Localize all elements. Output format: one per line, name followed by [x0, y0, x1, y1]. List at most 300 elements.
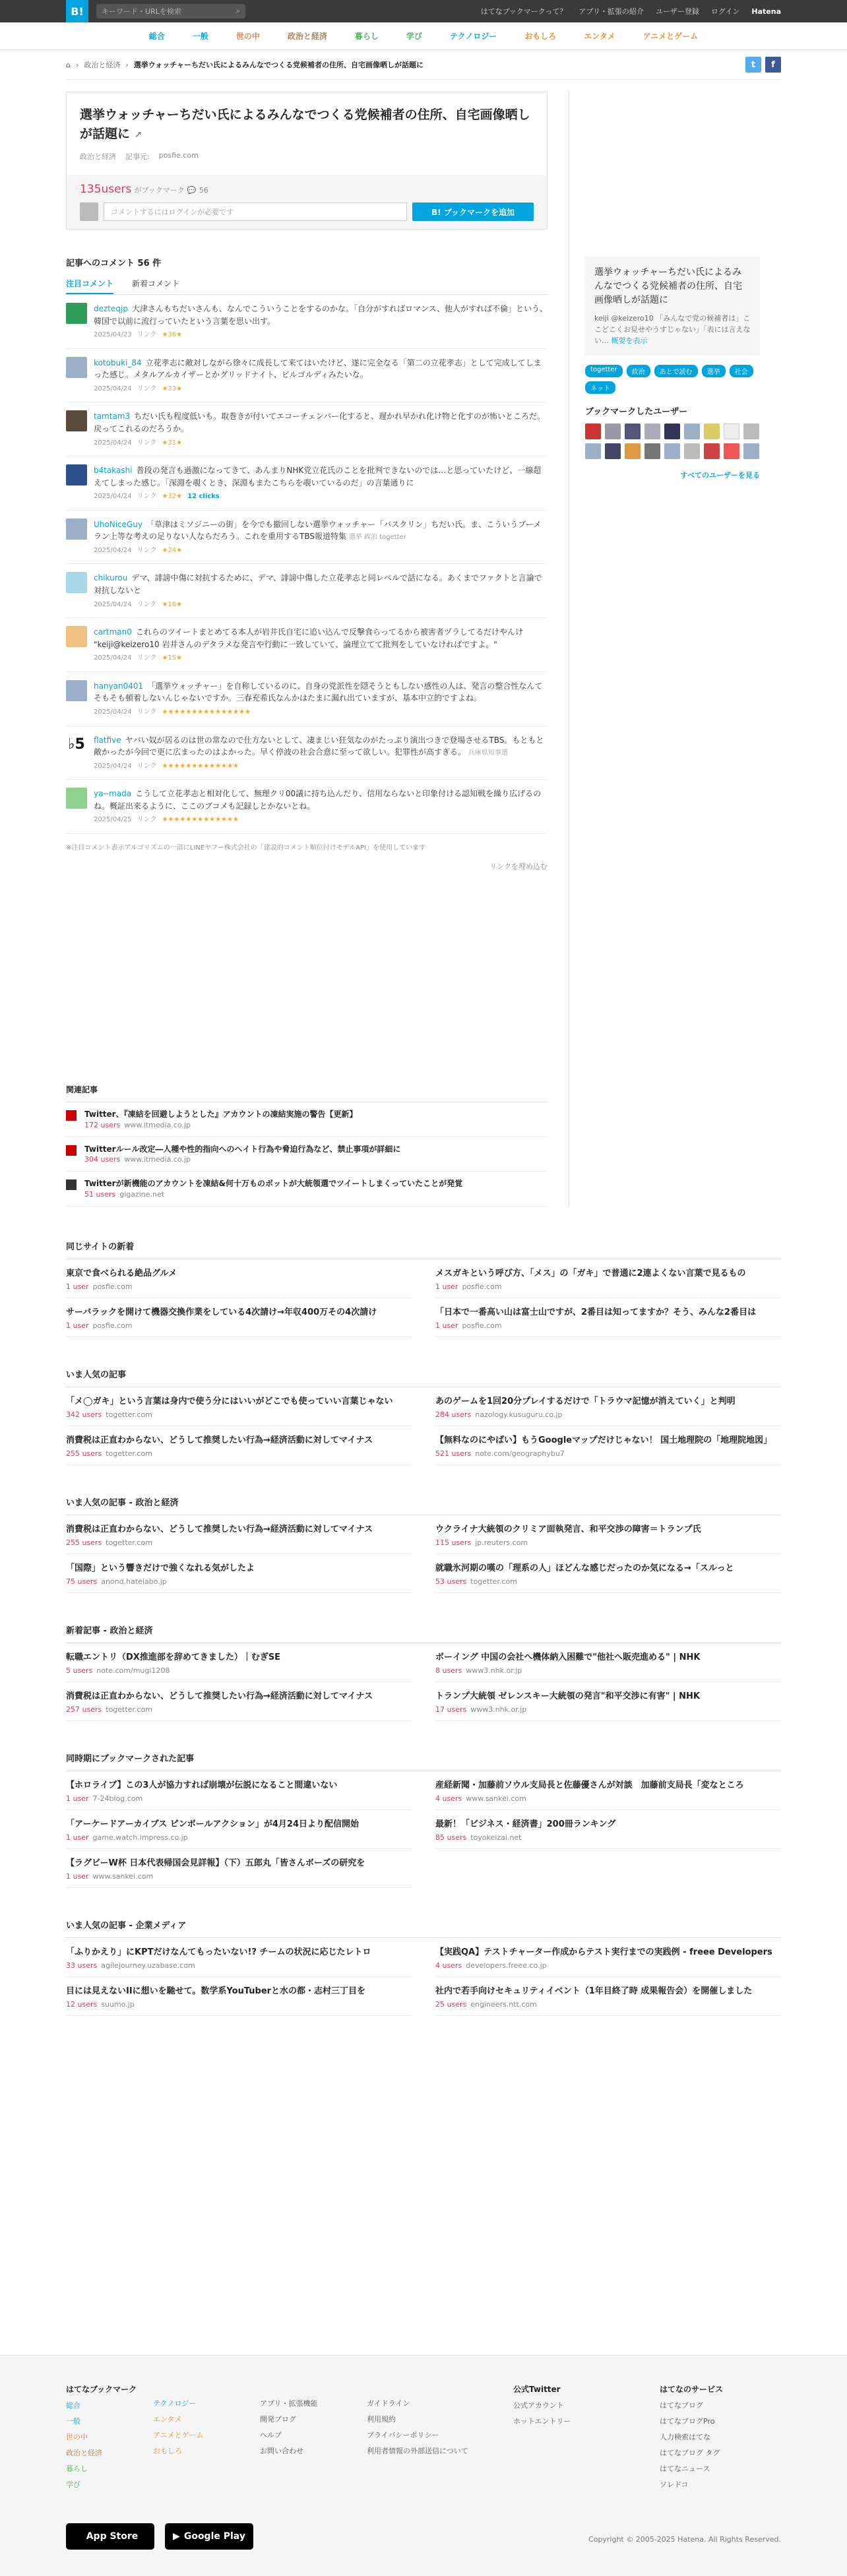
avatar[interactable] [66, 626, 87, 647]
article-title[interactable]: 「ふりかえり」にKPTだけなんてもったいない!? チームの状況に応じたレトロ [66, 1947, 371, 1958]
article-title[interactable]: 社内で若手向けセキュリティイベント（1年目終了時 成果報告会）を開催しました [435, 1986, 753, 1997]
related-users[interactable]: 304 users [84, 1155, 121, 1164]
comment-user[interactable]: hanyan0401 [94, 681, 144, 691]
article-domain[interactable]: note.com/geographybu7 [475, 1449, 565, 1459]
comment-input[interactable]: コメントするにはログインが必要です [104, 203, 407, 221]
article-domain[interactable]: posfie.com [462, 1321, 502, 1331]
avatar[interactable] [66, 680, 87, 701]
cat-general[interactable]: 一般 [192, 32, 208, 41]
search-input[interactable] [96, 4, 245, 18]
article-title[interactable]: 消費税は正直わからない、どうして推奨したい行為→経済活動に対してマイナス [66, 1435, 373, 1446]
article-users[interactable]: 521 users [435, 1449, 472, 1459]
comment-item [66, 564, 548, 618]
footer-link[interactable]: 利用規約 [367, 2415, 396, 2424]
tag[interactable]: 社会 [730, 365, 753, 377]
article-item[interactable] [66, 1387, 412, 1426]
article-users[interactable]: 53 users [435, 1577, 467, 1586]
comment-link[interactable]: リンク [137, 493, 157, 501]
avatar[interactable] [704, 424, 720, 439]
footer-heading: はてなのサービス [660, 2385, 724, 2394]
footer-link[interactable]: はてなブログPro [660, 2417, 715, 2426]
comment-link[interactable]: リンク [137, 654, 157, 662]
comment-link[interactable]: リンク [137, 331, 157, 339]
article-users[interactable]: 8 users [435, 1666, 462, 1676]
global-header [0, 0, 847, 22]
article-users[interactable]: 257 users [66, 1705, 102, 1714]
embed-link[interactable]: リンクを埋め込む [489, 862, 548, 871]
article-users[interactable]: 4 users [435, 1794, 462, 1804]
related-domain[interactable]: www.itmedia.co.jp [124, 1155, 191, 1164]
article-title[interactable]: トランプ大統領 ゼレンスキー大統領の発言"和平交渉に有害" | NHK [435, 1691, 700, 1702]
footer-link[interactable]: アニメとゲーム [153, 2431, 204, 2439]
footer-link[interactable]: 利用者情報の外部送信について [367, 2447, 468, 2455]
article-item[interactable] [66, 1554, 412, 1593]
favicon-icon [66, 1145, 77, 1156]
comment-item [66, 402, 548, 456]
article-blocks [66, 1207, 781, 2016]
article-users[interactable]: 255 users [66, 1449, 102, 1459]
article-domain[interactable]: www.sankei.com [466, 1794, 526, 1804]
article-title[interactable]: あのゲームを1回20分プレイするだけで「トラウマ記憶が消えていく」と判明 [435, 1397, 736, 1407]
comment-list [66, 295, 548, 834]
external-link-icon[interactable]: ↗ [134, 129, 142, 141]
article-users[interactable]: 1 user [66, 1282, 89, 1292]
block-same-site [66, 1233, 781, 1337]
article-title[interactable]: 消費税は正直わからない、どうして推奨したい行為→経済活動に対してマイナス [66, 1691, 373, 1702]
article-domain[interactable]: www3.nhk.or.jp [470, 1705, 527, 1714]
article-users[interactable]: 5 users [66, 1666, 93, 1676]
article-domain[interactable]: jp.reuters.com [475, 1538, 528, 1548]
facebook-share-icon[interactable]: f [765, 57, 781, 73]
avatar[interactable] [684, 424, 700, 439]
link-login[interactable]: ログイン [710, 7, 740, 16]
block-popular-corporate [66, 1912, 781, 2016]
article-title[interactable]: 産経新聞・加藤前ソウル支局長と佐藤優さんが対談 加藤前支局長「変なところ [435, 1780, 744, 1791]
comment-user[interactable]: chikurou [94, 573, 128, 583]
sidebar-entry-summary [585, 257, 760, 356]
article-users[interactable]: 255 users [66, 1538, 102, 1548]
footer [0, 2355, 847, 2576]
comment-user[interactable]: UhoNiceGuy [94, 519, 143, 529]
avatar[interactable] [66, 303, 87, 324]
avatar[interactable] [605, 424, 621, 439]
avatar[interactable] [664, 424, 680, 439]
comment-item [66, 349, 548, 403]
article-title[interactable]: メスガキという呼び方、「メス」の「ガキ」で普通に2連よくない言葉で見るもの [435, 1269, 746, 1279]
footer-link[interactable]: テクノロジー [153, 2399, 197, 2408]
footer-link[interactable]: プライバシーポリシー [367, 2431, 439, 2439]
comment-item [66, 618, 548, 672]
footer-link[interactable]: ソレドコ [660, 2480, 689, 2489]
avatar[interactable] [66, 518, 87, 540]
comment-stars[interactable]: ★31★ [162, 439, 183, 447]
avatar[interactable] [644, 443, 660, 459]
cat-economics[interactable]: 政治と経済 [287, 32, 327, 41]
cat-life[interactable]: 暮らし [354, 32, 379, 41]
see-all-users-link[interactable]: すべてのユーザーを見る [680, 471, 760, 480]
article-item[interactable] [66, 1298, 412, 1337]
article-title[interactable]: 【無料なのにやばい】もうGoogleマップだけじゃない！ 国土地理院の「地理院地図」 [435, 1435, 772, 1446]
related-title[interactable]: Twitterルール改定―人種や性的指向へのヘイト行為や脅迫行為など、禁止事項が詳細に [84, 1144, 401, 1154]
comment-user[interactable]: dezteqjp [94, 304, 128, 313]
comment-stars[interactable]: ★24★ [162, 546, 183, 554]
related-item[interactable] [66, 1137, 548, 1172]
article-users[interactable]: 1 user [66, 1794, 89, 1804]
comment-user[interactable]: b4takashi [94, 466, 133, 476]
avatar[interactable] [66, 410, 87, 431]
comment-text: ヤバい奴が居るのは世の常なので仕方ないとして、凄まじい狂気なのがたっぷり演出つきで登場させるTBS。もともと敵かったが今回で更に広まったのはよかった。早く停波の社会合意に至って欲しい。犯罪性が高すぎる。 [94, 735, 544, 757]
bookmarks-count: 56 [199, 186, 208, 195]
comment-item [66, 672, 548, 726]
article-item[interactable] [435, 1259, 781, 1298]
avatar[interactable] [704, 443, 720, 459]
comment-user[interactable]: flatfive [94, 735, 121, 745]
article-item[interactable] [435, 1810, 781, 1849]
comment-text: デマ、誹謗中傷に対抗するために、デマ、誹謗中傷した立花孝志と同レベルで話になる。あくまでファクトと言論で対抗しないと [94, 573, 542, 596]
article-domain[interactable]: agilejourney.uzabase.com [101, 1961, 195, 1970]
article-users[interactable]: 284 users [435, 1410, 472, 1420]
article-title[interactable]: 【ラグビーW杯 日本代表帰国会見詳報】（下）五郎丸「皆さんボーズの研究を [66, 1858, 365, 1869]
article-users[interactable]: 85 users [435, 1833, 467, 1842]
link-apps[interactable]: アプリ・拡張の紹介 [579, 7, 644, 16]
block-heading: いま人気の記事 - 政治と経済 [66, 1489, 781, 1515]
footer-link[interactable]: 暮らし [66, 2465, 88, 2473]
comment-user[interactable]: tamtam3 [94, 412, 131, 422]
related-users[interactable]: 51 users [84, 1190, 116, 1199]
article-item[interactable] [66, 1643, 412, 1682]
related-domain[interactable]: gigazine.net [119, 1190, 165, 1199]
search-placeholder: キーワード・URLを検索 [102, 7, 181, 16]
article-users[interactable]: 1 user [435, 1282, 458, 1292]
footer-link[interactable]: お問い合わせ [260, 2447, 303, 2455]
cat-all[interactable]: 総合 [148, 32, 165, 41]
article-item[interactable] [66, 1977, 412, 2016]
breadcrumb: ⌂ › 政治と経済 › 選挙ウォッチャーちだい氏によるみんなでつくる党候補者の住所、自宅画像晒しが話題に t f [66, 50, 781, 79]
comment-item [66, 295, 548, 349]
comment-stars[interactable]: ★★★★★★★★★★★★★ [162, 762, 239, 770]
article-item[interactable] [66, 1938, 412, 1977]
avatar[interactable] [605, 443, 621, 459]
link-about[interactable]: はてなブックマークって？ [480, 7, 567, 16]
twitter-share-icon[interactable]: t [745, 57, 761, 73]
article-domain[interactable]: posfie.com [462, 1282, 502, 1292]
article-title[interactable]: 「アーケードアーカイブス ピンボールアクション」が4月24日より配信開始 [66, 1819, 360, 1830]
play-icon: ▶ [173, 2531, 180, 2542]
article-item[interactable] [435, 1643, 781, 1682]
article-domain[interactable]: engineers.ntt.com [470, 2000, 537, 2009]
avatar[interactable] [66, 464, 87, 486]
footer-link[interactable]: ヘルプ [260, 2431, 282, 2439]
cat-entertainment[interactable]: エンタメ [584, 32, 615, 41]
comment-user[interactable]: ya--mada [94, 789, 132, 799]
article-users[interactable]: 115 users [435, 1538, 472, 1548]
article-users[interactable]: 33 users [66, 1961, 98, 1970]
comment-link[interactable]: リンク [137, 708, 157, 716]
tag[interactable]: あとで読む [654, 365, 698, 377]
cat-fun[interactable]: おもしろ [524, 32, 557, 41]
search-icon[interactable]: ⌕ [235, 7, 240, 15]
breadcrumb-category[interactable]: 政治と経済 [84, 61, 121, 69]
comment-text: こうして立花孝志と相対化して、無理クリ00議に持ち込んだり、信用ならないと印象付ける認知戦を繰り広げるのね。概証出来るように、ここのブコメも記録しとかないとね。 [94, 789, 542, 811]
article-users[interactable]: 75 users [66, 1577, 98, 1586]
article-item[interactable] [435, 1938, 781, 1977]
comment-stars[interactable]: ★33★ [162, 385, 183, 393]
footer-link[interactable]: ガイドライン [367, 2399, 410, 2408]
comment-text: 「草津はミソジニーの街」を今でも撤回しない選挙ウォッチャー「バスクリン」ちだい氏。ま、こういうブーメラン上等な考えの足りない人ならだろう。これを重用するTBS報道特集 [94, 519, 542, 542]
cat-game[interactable]: アニメとゲーム [643, 32, 699, 41]
article-domain[interactable]: togetter.com [106, 1410, 152, 1420]
article-title[interactable]: 転職エントリ（DX推進部を辞めてきました）｜むぎSE [66, 1652, 281, 1663]
footer-link[interactable]: おもしろ [153, 2447, 182, 2455]
article-title[interactable]: サーバラックを開けて機器交換作業をしている4次請け→年収400万その4次請け [66, 1307, 377, 1318]
comment-clicks[interactable]: 12 clicks [187, 493, 220, 501]
block-heading: 同じサイトの新着 [66, 1233, 781, 1259]
comment-date[interactable]: 2025/04/24 [94, 708, 132, 716]
article-title[interactable]: 「メ◯ガキ」という言葉は身内で使う分にはいいがどこでも使っていい言葉じゃない [66, 1397, 393, 1407]
comment-stars[interactable]: ★★★★★★★★★★★★★ [162, 816, 239, 824]
entry-users-count[interactable]: 135users [80, 183, 132, 196]
article-item[interactable] [66, 1682, 412, 1721]
comment-stars[interactable]: ★★★★★★★★★★★★★★★ [162, 708, 251, 716]
article-title[interactable]: ウクライナ大統領のクリミア面執発言、和平交渉の障害＝トランプ氏 [435, 1524, 701, 1535]
tab-popular-comments[interactable]: 注目コメント [66, 278, 113, 294]
article-domain[interactable]: note.com/mugi1208 [96, 1666, 170, 1676]
comment-user[interactable]: kotobuki_84 [94, 358, 142, 367]
comment-link[interactable]: リンク [137, 762, 157, 770]
cat-knowledge[interactable]: 学び [406, 32, 422, 41]
comment-date[interactable]: 2025/04/24 [94, 385, 132, 393]
article-domain[interactable]: game.watch.impress.co.jp [92, 1833, 188, 1842]
footer-link[interactable]: エンタメ [153, 2415, 182, 2424]
article-domain[interactable]: nazology.kusuguru.co.jp [475, 1410, 563, 1420]
article-users[interactable]: 17 users [435, 1705, 467, 1714]
login-avatar [80, 203, 98, 221]
comment-date[interactable]: 2025/04/24 [94, 600, 132, 608]
related-item[interactable] [66, 1102, 548, 1137]
footer-link[interactable]: 公式アカウント [513, 2401, 564, 2410]
block-new-economics [66, 1617, 781, 1721]
comment-text: これらのツイートまとめてる本人が岩井氏自宅に追い込んで反撃食らってるから被害者ヅラしてるだけやんけ "keiji@keizero10 岩井さんのデタラメな発言や行動に一致していて、論理立てて批判をしていなければですよ。" [94, 627, 524, 649]
footer-link[interactable]: 総合 [66, 2401, 80, 2410]
article-users[interactable]: 1 user [66, 1872, 89, 1881]
article-domain[interactable]: posfie.com [92, 1282, 133, 1292]
article-domain[interactable]: togetter.com [106, 1449, 152, 1459]
avatar[interactable] [585, 424, 601, 439]
article-item[interactable] [435, 1426, 781, 1465]
comment-date[interactable]: 2025/04/24 [94, 762, 132, 770]
google-play-badge[interactable]: ▶ Google Play [165, 2523, 253, 2550]
avatar[interactable] [724, 424, 739, 439]
avatar[interactable]: ♭5 [66, 734, 87, 755]
tag[interactable]: 選挙 [702, 365, 726, 377]
footer-link[interactable]: 世の中 [66, 2433, 88, 2441]
comment-stars[interactable]: ★36★ [162, 331, 183, 339]
related-item[interactable] [66, 1172, 548, 1207]
related-title[interactable]: Twitterが新機能のアカウントを凍結&何十万ものボットが大統領選でツイートしまくっていたことが発覚 [84, 1179, 463, 1189]
favicon-icon [66, 1179, 77, 1190]
bookmarks-label: がブックマーク [134, 186, 185, 195]
comment-item [66, 511, 548, 565]
comment-stars[interactable]: ★32★ [162, 493, 183, 501]
article-item[interactable] [435, 1554, 781, 1593]
avatar[interactable] [66, 357, 87, 378]
comment-item [66, 780, 548, 834]
article-item[interactable] [435, 1387, 781, 1426]
article-title[interactable]: 就職氷河期の嘆の「理系の人」ほどんな感じだったのか気になる→「スルっと [435, 1563, 734, 1574]
footer-link[interactable]: アプリ・拡張機能 [260, 2399, 318, 2408]
article-item[interactable] [435, 1977, 781, 2016]
avatar[interactable] [66, 788, 87, 809]
article-users[interactable]: 4 users [435, 1961, 462, 1970]
footer-link[interactable]: 学び [66, 2480, 80, 2489]
avatar[interactable] [644, 424, 660, 439]
footer-link[interactable]: 開発ブログ [260, 2415, 296, 2424]
hatena-brand[interactable]: Hatena [751, 7, 781, 16]
footer-link[interactable]: はてなブログ タグ [660, 2449, 720, 2457]
avatar[interactable] [684, 443, 700, 459]
avatar[interactable] [743, 443, 759, 459]
cat-social[interactable]: 世の中 [235, 32, 260, 41]
comment-date[interactable]: 2025/04/25 [94, 816, 132, 824]
comment-tags[interactable]: 選挙 政治 togetter [348, 534, 406, 542]
avatar[interactable] [743, 424, 759, 439]
comment-date[interactable]: 2025/04/24 [94, 439, 132, 447]
article-users[interactable]: 25 users [435, 2000, 467, 2009]
article-item[interactable] [66, 1259, 412, 1298]
article-users[interactable]: 12 users [66, 2000, 98, 2009]
article-title[interactable]: ボーイング 中国の会社へ機体納入困難で"他社へ販売進める" | NHK [435, 1652, 701, 1663]
comment-link[interactable]: リンク [137, 600, 157, 608]
tag[interactable]: togetter [585, 365, 623, 377]
avatar[interactable] [664, 443, 680, 459]
entry-domain-label: 記事元: [125, 152, 150, 161]
article-domain[interactable]: posfie.com [92, 1321, 133, 1331]
article-domain[interactable]: togetter.com [106, 1705, 152, 1714]
article-domain[interactable]: anond.hatelabo.jp [101, 1577, 167, 1586]
comment-date[interactable]: 2025/04/23 [94, 331, 132, 339]
article-item[interactable] [435, 1771, 781, 1810]
sidebar [569, 92, 760, 1207]
article-title[interactable]: 【ホロライブ】この3人が協力すれば崩壊が伝説になること間違いない [66, 1780, 338, 1791]
article-title[interactable]: 【実践QA】テストチャーター作成からテスト実行までの実践例 - freee Developers [435, 1947, 772, 1958]
article-domain[interactable]: togetter.com [470, 1577, 517, 1586]
related-articles [66, 1077, 548, 1207]
comment-link[interactable]: リンク [137, 439, 157, 447]
copyright: Copyright © 2005-2025 Hatena. All Rights Reserved. [588, 2535, 781, 2544]
bookmarks-icon: 💬 [187, 186, 197, 195]
footer-link[interactable]: はてなニュース [660, 2465, 710, 2473]
comment-user[interactable]: cartman0 [94, 627, 132, 637]
article-item[interactable] [435, 1682, 781, 1721]
comment-link[interactable]: リンク [137, 816, 157, 824]
article-item[interactable] [66, 1810, 412, 1849]
cat-it[interactable]: テクノロジー [449, 32, 497, 41]
avatar[interactable] [66, 572, 87, 593]
sidebar-desc: keiji @keizero10 「みんなで党の候補者は」ここどこくお見せやうすじゃない」「表には言えない… [594, 314, 751, 346]
comment-item [66, 456, 548, 511]
footer-link[interactable]: はてなブログ [660, 2401, 703, 2410]
footer-link[interactable]: ホットエントリー [513, 2417, 571, 2426]
related-title[interactable]: Twitter、『凍結を回避しようとした』アカウントの凍結実施の警告【更新】 [84, 1109, 358, 1119]
comment-tags[interactable]: 兵庫県知事選 [468, 749, 508, 757]
hatena-bookmark-logo[interactable]: B! [66, 0, 88, 22]
comment-text: 大津さんもちだいさんも、なんでこういうことをするのかな。「自分がすればロマンス、他人がすれば不倫」という、韓国で以前に流行っていたという言葉を思い出す。 [94, 304, 548, 326]
footer-link[interactable]: 人力検索はてな [660, 2433, 710, 2441]
article-title[interactable]: 「国際」という響きだけで強くなれる気がしたよ [66, 1563, 255, 1574]
comment-date[interactable]: 2025/04/24 [94, 546, 132, 554]
block-popular [66, 1361, 781, 1465]
article-domain[interactable]: suumo.jp [101, 2000, 135, 2009]
article-users[interactable]: 1 user [66, 1321, 89, 1331]
article-item[interactable] [435, 1298, 781, 1337]
app-store-badge[interactable]: App Store [66, 2523, 154, 2550]
article-users[interactable]: 1 user [66, 1833, 89, 1842]
article-item[interactable] [66, 1771, 412, 1810]
article-domain[interactable]: toyokeizai.net [470, 1833, 522, 1842]
comment-link[interactable]: リンク [137, 546, 157, 554]
comment-date[interactable]: 2025/04/24 [94, 654, 132, 662]
entry-title[interactable]: 選挙ウォッチャーちだい氏によるみんなでつくる党候補者の住所、自宅画像晒しが話題に ↗ [80, 108, 530, 141]
entry-domain[interactable]: posfie.com [158, 151, 199, 160]
article-item[interactable] [66, 1515, 412, 1554]
article-domain[interactable]: 7-24blog.com [92, 1794, 143, 1804]
article-item[interactable] [435, 1515, 781, 1554]
comment-link[interactable]: リンク [137, 385, 157, 393]
tag-list [585, 365, 760, 394]
tab-new-comments[interactable]: 新着コメント [132, 279, 180, 288]
article-item[interactable] [66, 1426, 412, 1465]
article-title[interactable]: 「日本で一番高い山は富士山ですが、2番目は知ってますか？そう、みんな2番目は [435, 1307, 757, 1318]
article-domain[interactable]: developers.freee.co.jp [466, 1961, 547, 1970]
article-item[interactable] [66, 1849, 412, 1888]
block-heading: いま人気の記事 - 企業メディア [66, 1912, 781, 1938]
comment-item [66, 726, 548, 780]
entry-category[interactable]: 政治と経済 [80, 152, 116, 161]
avatar[interactable] [724, 443, 739, 459]
avatar[interactable] [625, 443, 641, 459]
article-users[interactable]: 342 users [66, 1410, 102, 1420]
article-users[interactable]: 1 user [435, 1321, 458, 1331]
show-summary-link[interactable]: 概要を表示 [611, 336, 648, 346]
footer-link[interactable]: 一般 [66, 2417, 80, 2426]
comment-date[interactable]: 2025/04/24 [94, 493, 132, 501]
tag[interactable]: ネット [585, 381, 615, 394]
comment-stars[interactable]: ★15★ [162, 654, 183, 662]
tag[interactable]: 政治 [627, 365, 650, 377]
breadcrumb-title: 選挙ウォッチャーちだい氏によるみんなでつくる党候補者の住所、自宅画像晒しが話題に [133, 61, 424, 69]
home-icon[interactable]: ⌂ [66, 60, 71, 69]
block-popular-economics [66, 1489, 781, 1593]
favicon-icon [66, 1110, 77, 1121]
article-title[interactable]: 目には見えないIIに想いを馳せて。数学系YouTuberと水の都・志村三丁目を [66, 1986, 366, 1997]
comment-stars[interactable]: ★16★ [162, 600, 183, 608]
add-bookmark-button[interactable]: B! ブックマークを追加 [412, 203, 534, 221]
article-title[interactable]: 最新！「ビジネス・経済書」200冊ランキング [435, 1819, 616, 1830]
article-domain[interactable]: www3.nhk.or.jp [466, 1666, 522, 1676]
block-heading: 同時期にブックマークされた記事 [66, 1745, 781, 1771]
footer-link[interactable]: 政治と経済 [66, 2449, 102, 2457]
avatar[interactable] [585, 443, 601, 459]
link-register[interactable]: ユーザー登録 [655, 7, 699, 16]
comment-text: ちだい氏も程度低いも。取巻きが付いてエコーチェンバー化すると、遅かれ早かれ化け物と化すのが怖いところだ。戻ってこれるのだろうか。 [94, 412, 545, 433]
article-domain[interactable]: togetter.com [106, 1538, 152, 1548]
related-users[interactable]: 172 users [84, 1120, 121, 1129]
avatar[interactable] [625, 424, 641, 439]
article-title[interactable]: 東京で食べられる絶品グルメ [66, 1269, 177, 1279]
article-title[interactable]: 消費税は正直わからない、どうして推奨したい行為→経済活動に対してマイナス [66, 1524, 373, 1535]
article-domain[interactable]: www.sankei.com [92, 1872, 154, 1881]
related-domain[interactable]: www.itmedia.co.jp [124, 1120, 191, 1129]
